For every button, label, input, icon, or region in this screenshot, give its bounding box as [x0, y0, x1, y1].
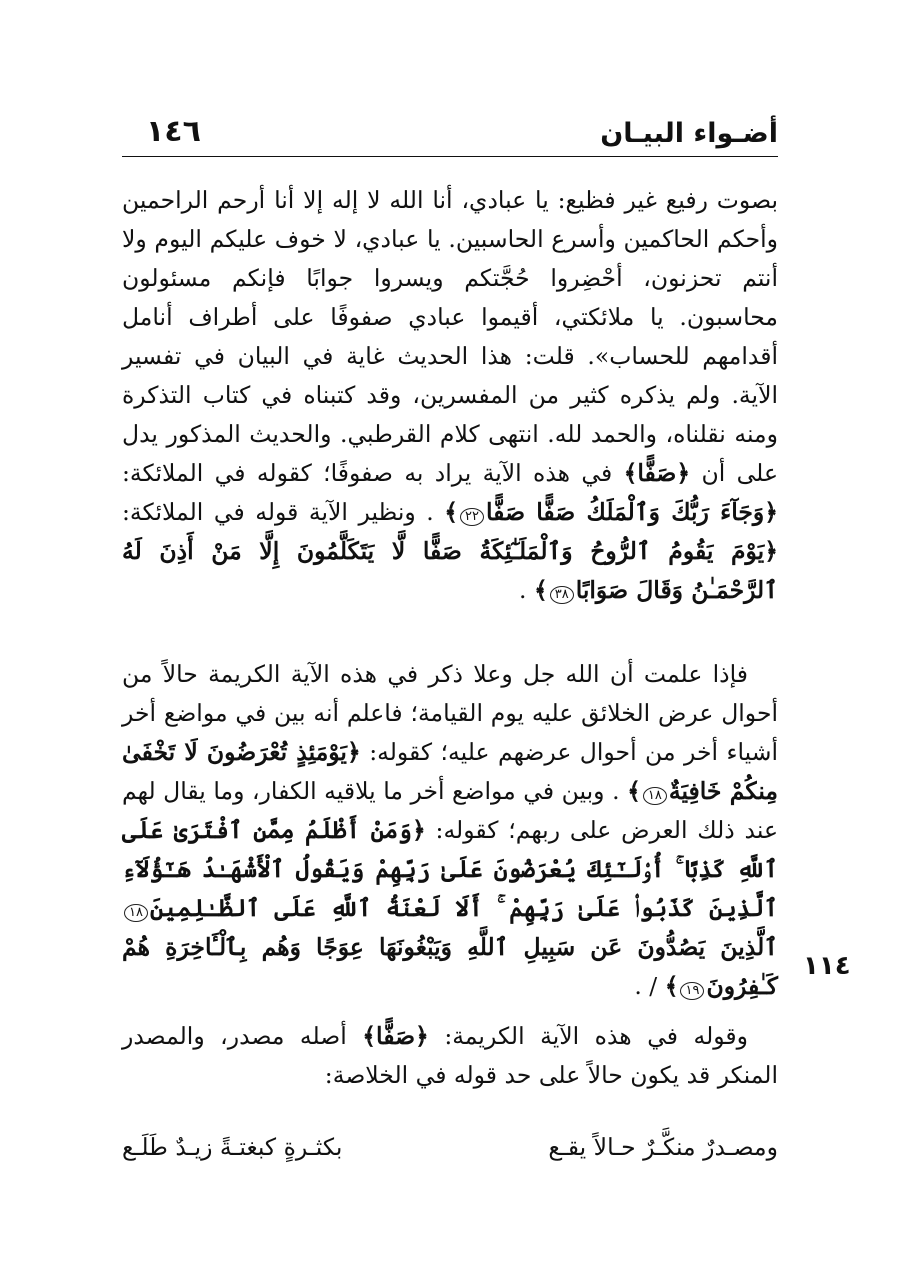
paragraph-2	[122, 655, 778, 1006]
quran-quote: ﴿صَفًّا﴾	[362, 1022, 429, 1050]
ayah-number-marker: ٢٢	[460, 508, 484, 526]
verse-first-hemistich: ومصـدرٌ منكَّـرٌ حـالاً يقـع	[548, 1133, 778, 1161]
ayah-number-marker: ١٨	[643, 787, 667, 805]
paragraph-3	[122, 1017, 778, 1095]
paragraph-2-text-a: فإذا علمت أن الله جل وعلا ذكر في هذه الآية الكريمة حالاً من أحوال عرض الخلائق عليه يوم القيامة؛ فاعلم أنه بين في مواضع أخر أشياء أخر من أحوال عرضهم عليه؛ كقوله:	[122, 660, 778, 766]
paragraph-1-text-c: . ونظير الآية قوله في الملائكة:	[122, 498, 434, 526]
page-number: ١٤٦	[146, 114, 201, 149]
page-header	[122, 112, 778, 157]
paragraph-2-text-c: / .	[634, 972, 658, 1000]
ayah-number-marker: ٣٨	[550, 586, 574, 604]
quran-quote-close: ﴾	[664, 972, 679, 1000]
verse-second-hemistich: بكثـرةٍ كبغتـةً زيـدٌ طَلَـع	[122, 1133, 343, 1161]
quran-quote: ٱلَّذِينَ يَصُدُّونَ عَن سَبِيلِ ٱللَّهِ وَيَبْغُونَهَا عِوَجًا وَهُم بِٱلْـَٔاخِرَةِ هُمْ كَـٰفِرُونَ	[122, 933, 778, 1000]
paragraph-1-text-d: .	[518, 576, 527, 604]
quran-quote-close: ﴾	[444, 498, 459, 526]
paragraph-1-text-b: في هذه الآية يراد به صفوفًا؛ كقوله في الملائكة:	[122, 459, 613, 487]
quran-quote: ﴿يَوْمَئِذٍ تُعْرَضُونَ لَا تَخْفَىٰ مِنكُمْ خَافِيَةٌ	[122, 738, 778, 805]
quran-quote: ﴿وَمَنْ أَظْلَمُ مِمَّنِ ٱفْتَرَىٰ عَلَى ٱللَّهِ كَذِبًا ۚ أُو۟لَـٰٓئِكَ يُعْرَضُونَ عَلَىٰ رَبِّهِمْ وَيَقُولُ ٱلْأَشْهَـٰدُ هَـٰٓؤُلَآءِ ٱلَّذِينَ كَذَبُوا۟ عَلَىٰ رَبِّهِمْ ۚ أَلَا لَعْنَةُ ٱللَّهِ عَلَى ٱلظَّـٰلِمِينَ	[122, 816, 778, 922]
quran-quote-close: ﴾	[533, 576, 548, 604]
quran-quote-close: ﴾	[627, 777, 641, 805]
paragraph-2-text-b: . وبين في مواضع أخر ما يلاقيه الكفار، وما يقال لهم عند ذلك العرض على ربهم؛ كقوله:	[122, 777, 778, 844]
paragraph-3-text-b: أصله مصدر، والمصدر المنكر قد يكون حالاً على حد قوله في الخلاصة:	[122, 1022, 778, 1089]
poetry-verse	[122, 1133, 778, 1173]
paragraph-3-text-a: وقوله في هذه الآية الكريمة:	[444, 1022, 748, 1050]
margin-page-reference: ١١٤	[803, 951, 851, 981]
quran-quote: ﴿صَفًّا﴾	[623, 459, 691, 487]
paragraph-1	[122, 181, 778, 610]
ayah-number-marker: ١٩	[680, 982, 704, 1000]
quran-quote: ﴿يَوْمَ يَقُومُ ٱلرُّوحُ وَٱلْمَلَـٰٓئِكَةُ صَفًّا لَّا يَتَكَلَّمُونَ إِلَّا مَنْ أَذِنَ لَهُ ٱلرَّحْمَـٰنُ وَقَالَ صَوَابًا	[122, 537, 778, 604]
ayah-number-marker: ١٨	[124, 904, 148, 922]
quran-quote: ﴿وَجَآءَ رَبُّكَ وَٱلْمَلَكُ صَفًّا صَفًّا	[486, 498, 778, 526]
paragraph-1-text-a: بصوت رفيع غير فظيع: يا عبادي، أنا الله لا إله إلا أنا أرحم الراحمين وأحكم الحاكمين وأسرع الحاسبين. يا عبادي، لا خوف عليكم اليوم ولا أنتم تحزنون، أحْضِروا حُجَّتكم ويسروا جوابًا فإنكم مسئولون محاسبون. يا ملائكتي، أقيموا عبادي صفوفًا على أطراف أنامل أقدامهم للحساب». قلت: هذا الحديث غاية في البيان في تفسير الآية. ولم يذكره كثير من المفسرين، وقد كتبناه في كتاب التذكرة ومنه نقلناه، والحمد لله. انتهى كلام القرطبي. والحديث المذكور يدل على أن	[122, 186, 778, 487]
running-title: أضـواء البيـان	[600, 118, 778, 149]
